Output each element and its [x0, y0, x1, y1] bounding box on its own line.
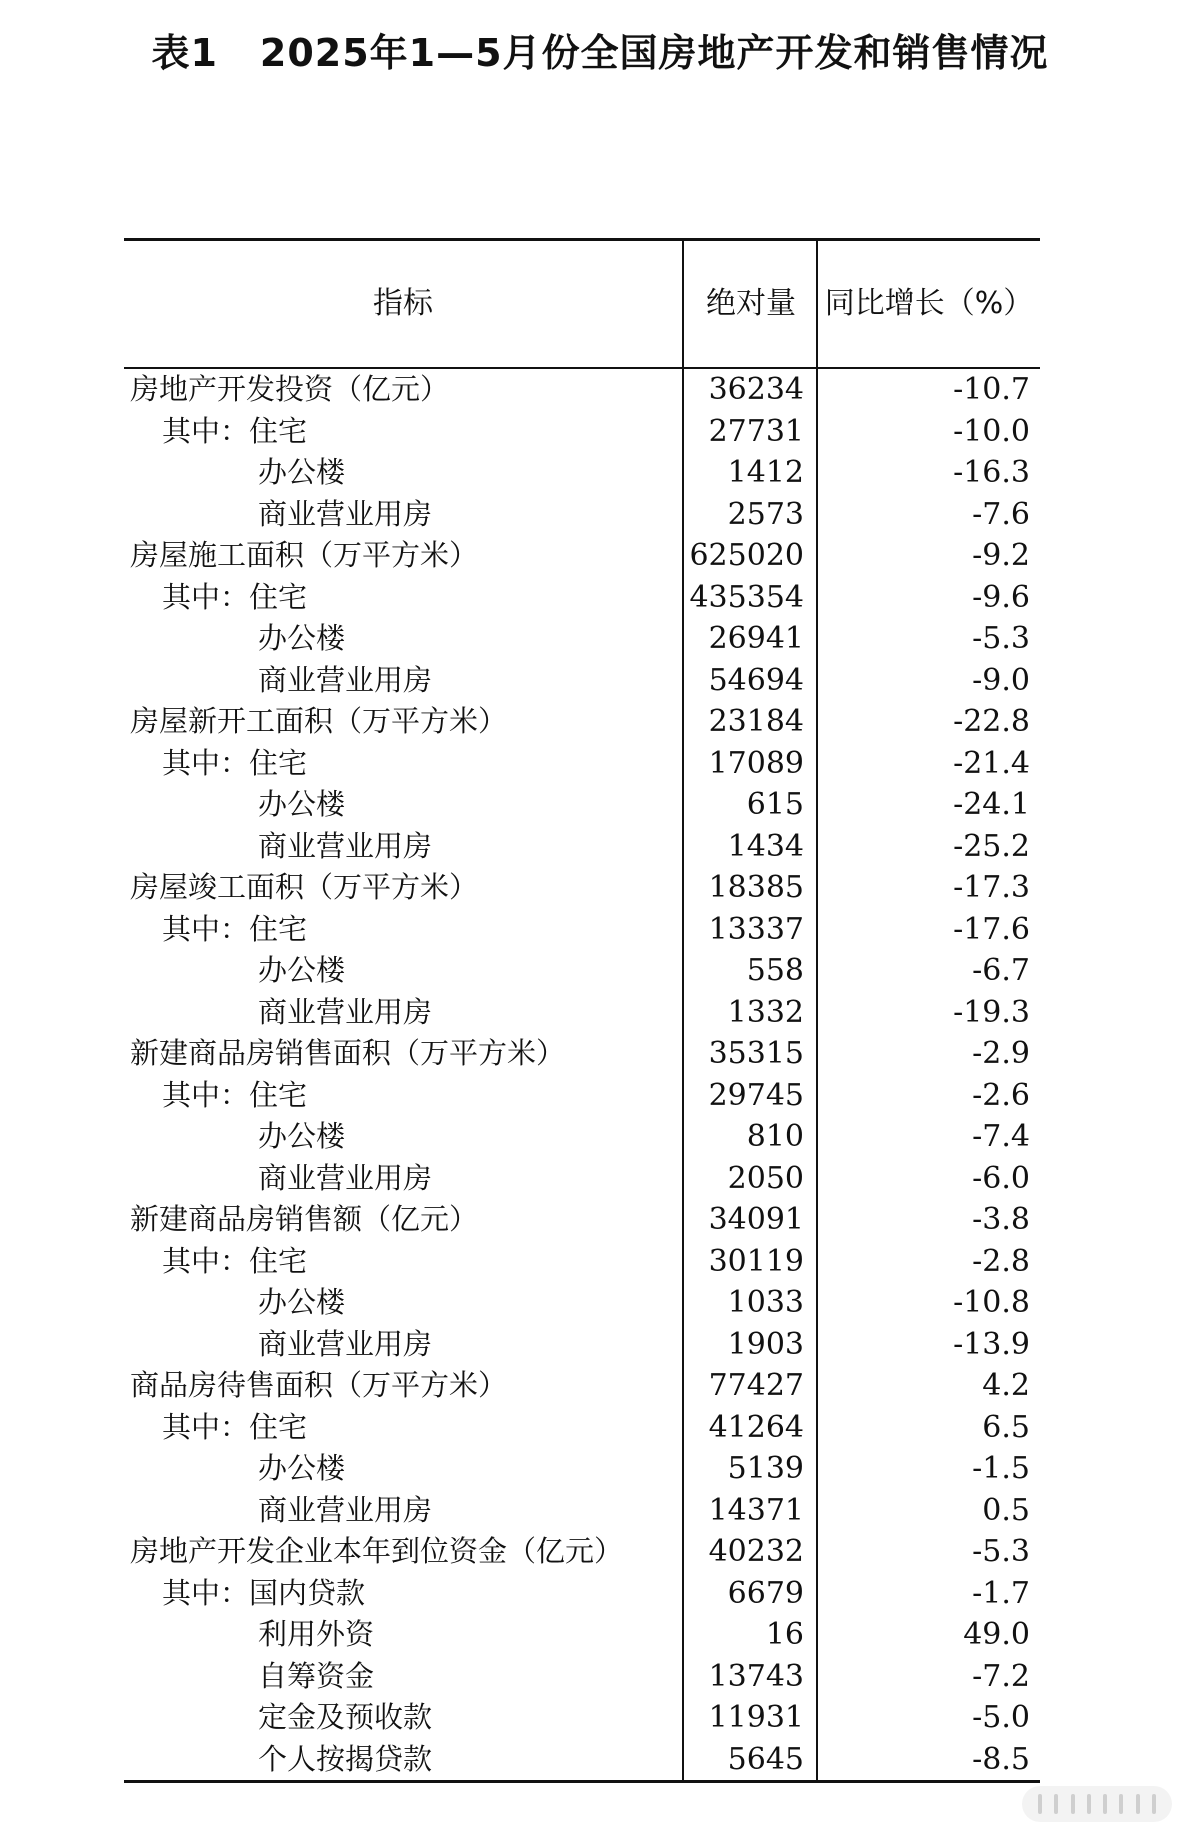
row-absolute-value: 1434: [727, 828, 804, 864]
table-row: [124, 1531, 1040, 1573]
row-absolute-value: 18385: [708, 870, 804, 905]
row-yoy-growth: -25.2: [953, 828, 1030, 864]
row-indicator: 其中：住宅: [162, 1077, 308, 1112]
row-indicator: 办公楼: [258, 1285, 346, 1319]
row-absolute-value: 27731: [708, 413, 804, 449]
table-row: [124, 1614, 1040, 1656]
row-indicator: 其中：住宅: [162, 911, 308, 946]
row-indicator: 利用外资: [258, 1617, 375, 1651]
row-absolute-value: 615: [746, 787, 804, 822]
row-indicator: 其中：国内贷款: [162, 1575, 366, 1610]
table-title: [0, 22, 1200, 77]
table-row: [124, 1075, 1040, 1117]
table-row: [124, 826, 1040, 868]
row-absolute-value: 435354: [689, 579, 804, 615]
row-yoy-growth: -10.0: [953, 413, 1030, 449]
table-row: [124, 494, 1040, 536]
row-indicator: 其中：住宅: [162, 579, 308, 614]
row-yoy-growth: 6.5: [982, 1409, 1030, 1445]
row-absolute-value: 2573: [727, 496, 804, 532]
row-indicator: 商业营业用房: [258, 1326, 433, 1361]
table-row: [124, 743, 1040, 785]
table-title-text: 2025年1—5月份全国房地产开发和销售情况: [259, 31, 1049, 75]
row-indicator: 房屋施工面积（万平方米）: [130, 538, 479, 572]
row-absolute-value: 5139: [727, 1451, 804, 1486]
row-absolute-value: 558: [746, 953, 804, 988]
table-row: [124, 1407, 1040, 1449]
table-row: [124, 1697, 1040, 1739]
table-row: [124, 1199, 1040, 1241]
table-row: [124, 1739, 1040, 1781]
row-indicator: 商业营业用房: [258, 994, 433, 1029]
table-row: [124, 577, 1040, 619]
row-absolute-value: 810: [746, 1119, 804, 1154]
row-yoy-growth: -2.9: [972, 1036, 1030, 1071]
row-yoy-growth: -3.8: [972, 1202, 1030, 1237]
row-indicator: 办公楼: [258, 953, 346, 987]
table-row: [124, 660, 1040, 702]
row-absolute-value: 35315: [708, 1036, 804, 1071]
row-indicator: 其中：住宅: [162, 1243, 308, 1278]
table-row: [124, 1490, 1040, 1532]
row-absolute-value: 5645: [727, 1741, 804, 1777]
row-indicator: 新建商品房销售面积（万平方米）: [130, 1036, 566, 1070]
row-yoy-growth: 49.0: [963, 1617, 1030, 1652]
row-yoy-growth: -6.7: [972, 953, 1030, 988]
row-absolute-value: 29745: [708, 1077, 804, 1113]
row-indicator: 其中：住宅: [162, 745, 308, 780]
row-yoy-growth: -6.0: [972, 1160, 1030, 1196]
table-row: [124, 369, 1040, 411]
table-row: [124, 950, 1040, 992]
header-indicator: 指标: [373, 286, 433, 321]
column-divider: [816, 241, 818, 367]
row-yoy-growth: -7.2: [972, 1658, 1030, 1694]
table-row: [124, 701, 1040, 743]
row-absolute-value: 625020: [689, 538, 804, 573]
row-absolute-value: 1412: [727, 455, 804, 490]
row-absolute-value: 13337: [708, 911, 804, 947]
bottom-rule: [124, 1780, 1040, 1783]
row-yoy-growth: -13.9: [953, 1326, 1030, 1362]
table-row: [124, 1158, 1040, 1200]
table-row: [124, 1282, 1040, 1324]
row-absolute-value: 11931: [708, 1700, 804, 1735]
table-row: [124, 452, 1040, 494]
row-yoy-growth: -17.3: [953, 870, 1030, 905]
row-absolute-value: 1903: [727, 1326, 804, 1362]
row-yoy-growth: -9.2: [972, 538, 1030, 573]
table-body: [124, 369, 1040, 1780]
row-yoy-growth: -1.5: [972, 1451, 1030, 1486]
row-indicator: 商业营业用房: [258, 662, 433, 697]
row-absolute-value: 41264: [708, 1409, 804, 1445]
table-row: [124, 867, 1040, 909]
row-yoy-growth: -2.6: [972, 1077, 1030, 1113]
table-row: [124, 1365, 1040, 1407]
row-indicator: 商品房待售面积（万平方米）: [130, 1368, 508, 1402]
row-absolute-value: 2050: [727, 1160, 804, 1196]
row-yoy-growth: -10.8: [953, 1285, 1030, 1320]
row-yoy-growth: -2.8: [972, 1243, 1030, 1279]
row-absolute-value: 1332: [727, 994, 804, 1030]
row-yoy-growth: -19.3: [953, 994, 1030, 1030]
row-absolute-value: 23184: [708, 704, 804, 739]
row-yoy-growth: -5.3: [972, 621, 1030, 656]
row-yoy-growth: -7.6: [972, 496, 1030, 532]
row-indicator: 个人按揭贷款: [258, 1741, 433, 1776]
table-row: [124, 1656, 1040, 1698]
row-absolute-value: 17089: [708, 745, 804, 781]
row-indicator: 房屋新开工面积（万平方米）: [130, 704, 508, 738]
row-yoy-growth: -9.6: [972, 579, 1030, 615]
row-absolute-value: 30119: [708, 1243, 804, 1279]
row-yoy-growth: -1.7: [972, 1575, 1030, 1611]
row-indicator: 定金及预收款: [258, 1700, 433, 1734]
row-indicator: 其中：住宅: [162, 1409, 308, 1444]
table-row: [124, 1448, 1040, 1490]
row-indicator: 办公楼: [258, 621, 346, 655]
row-yoy-growth: 4.2: [982, 1368, 1030, 1403]
header-absolute: 绝对量: [706, 286, 796, 321]
row-absolute-value: 34091: [708, 1202, 804, 1237]
row-indicator: 商业营业用房: [258, 1160, 433, 1195]
row-indicator: 办公楼: [258, 787, 346, 821]
watermark-mark: [1022, 1786, 1172, 1822]
row-yoy-growth: -16.3: [953, 455, 1030, 490]
row-indicator: 房地产开发投资（亿元）: [130, 372, 450, 406]
row-yoy-growth: -5.0: [972, 1700, 1030, 1735]
row-indicator: 商业营业用房: [258, 1492, 433, 1527]
row-indicator: 新建商品房销售额（亿元）: [130, 1202, 479, 1236]
table-row: [124, 535, 1040, 577]
row-yoy-growth: -9.0: [972, 662, 1030, 698]
table-header: [124, 241, 1040, 369]
row-indicator: 商业营业用房: [258, 496, 433, 531]
row-absolute-value: 36234: [708, 372, 804, 407]
column-divider: [682, 241, 684, 367]
row-absolute-value: 40232: [708, 1534, 804, 1569]
table-row: [124, 618, 1040, 660]
data-table: [124, 238, 1040, 1783]
row-absolute-value: 77427: [708, 1368, 804, 1403]
table-row: [124, 1241, 1040, 1283]
row-indicator: 办公楼: [258, 1451, 346, 1485]
table-number: 表1: [151, 31, 218, 75]
row-yoy-growth: -24.1: [953, 787, 1030, 822]
table-row: [124, 909, 1040, 951]
row-indicator: 商业营业用房: [258, 828, 433, 863]
row-absolute-value: 6679: [727, 1575, 804, 1611]
table-row: [124, 1324, 1040, 1366]
row-indicator: 房屋竣工面积（万平方米）: [130, 870, 479, 904]
table-row: [124, 1116, 1040, 1158]
row-yoy-growth: -10.7: [953, 372, 1030, 407]
table-row: [124, 1033, 1040, 1075]
row-yoy-growth: -7.4: [972, 1119, 1030, 1154]
row-indicator: 其中：住宅: [162, 413, 308, 448]
table-row: [124, 992, 1040, 1034]
row-absolute-value: 26941: [708, 621, 804, 656]
row-indicator: 办公楼: [258, 1119, 346, 1153]
table-row: [124, 1573, 1040, 1615]
row-yoy-growth: -22.8: [953, 704, 1030, 739]
row-absolute-value: 13743: [708, 1658, 804, 1694]
row-indicator: 房地产开发企业本年到位资金（亿元）: [130, 1534, 624, 1568]
row-indicator: 自筹资金: [258, 1658, 375, 1693]
row-indicator: 办公楼: [258, 455, 346, 489]
header-yoy: 同比增长（%）: [824, 286, 1034, 321]
row-yoy-growth: -21.4: [953, 745, 1030, 781]
row-yoy-growth: -5.3: [972, 1534, 1030, 1569]
row-absolute-value: 54694: [708, 662, 804, 698]
table-row: [124, 784, 1040, 826]
table-row: [124, 411, 1040, 453]
row-yoy-growth: -8.5: [972, 1741, 1030, 1777]
row-yoy-growth: 0.5: [982, 1492, 1030, 1528]
row-absolute-value: 16: [765, 1617, 804, 1652]
row-yoy-growth: -17.6: [953, 911, 1030, 947]
row-absolute-value: 14371: [708, 1492, 804, 1528]
row-absolute-value: 1033: [727, 1285, 804, 1320]
